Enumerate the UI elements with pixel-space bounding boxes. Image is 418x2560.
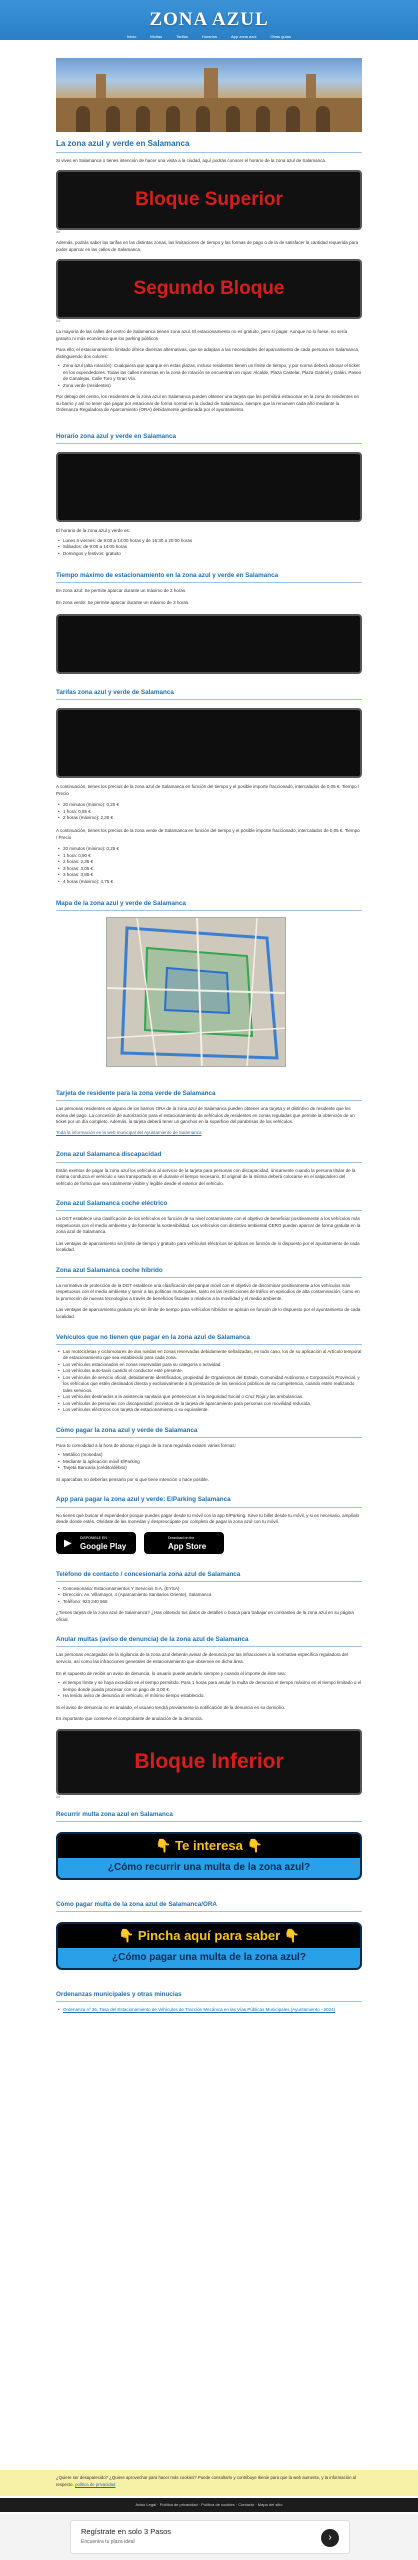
cookie-policy-link[interactable]: política de privacidad — [75, 2482, 116, 2488]
zones-list — [56, 363, 362, 389]
tarifas-verde-intro: A continuación, tienes los precios de la zona verde de Salamanca en función del tiempo y el posible importe fraccionado, intercalados de 0,05 €. Tiempo / Precio — [56, 827, 360, 840]
ad-top[interactable] — [56, 170, 362, 230]
electrico-text-2: Las ventajas de aparcamiento sin límite de tiempo y gratuito para vehículos eléctricos se aplican en función de lo dispuesto por el ayuntamiento de cada localidad. — [56, 1240, 360, 1253]
section-title-pagar-multa: Cómo pagar multa de la zona azul de Salamanca/ORA — [56, 1900, 217, 1908]
section-divider — [56, 699, 362, 700]
tiempo-verde: En zona verde: Se permite aparcar durante un máximo de 3 horas. — [56, 599, 190, 605]
horario-list — [56, 538, 362, 558]
promo-banner[interactable] — [70, 2520, 350, 2554]
list-item: • Mediante la aplicación móvil ElParking — [56, 1459, 362, 1466]
nav-item-app[interactable]: App zona azul — [230, 34, 257, 39]
list-item: • Dirección: Av. Villamayor, 4 (Aparcamiento Sanitarios Oriente), Salamanca — [56, 1592, 362, 1599]
list-item: • Los vehículos de personas con discapacidad, provistos de la tarjeta de aparcamiento para personas con movilidad reducida. — [56, 1401, 362, 1408]
section-divider — [56, 582, 362, 583]
ad-top-label: Bloque Superior — [135, 189, 283, 211]
promo-next-button[interactable]: › — [321, 2529, 339, 2547]
app-store-small-text: Download on the — [168, 1535, 195, 1540]
store-badges — [56, 1530, 362, 1558]
nav-item-horarios[interactable]: Horarios — [201, 34, 217, 39]
section-divider — [56, 1581, 362, 1582]
section-title-tarifas: Tarifas zona azul y verde de Salamanca — [56, 689, 174, 697]
title-divider — [56, 152, 362, 153]
main-content — [56, 58, 362, 2014]
exentos-list — [56, 1349, 362, 1414]
ad-block[interactable] — [56, 708, 362, 778]
promo-title: Regístrate en solo 3 Pasos — [81, 2527, 172, 2536]
ad-tag: Ad — [56, 230, 61, 235]
section-divider — [56, 1911, 362, 1912]
multas-text-2: En el supuesto de recibir un aviso de denuncia, lo usuario puede anularlo siempre y cuando el importe de éste sea: — [56, 1670, 286, 1676]
google-play-label: Google Play — [80, 1541, 127, 1551]
tarifas-azul-list — [56, 802, 362, 822]
ad-tag: Ad — [56, 1794, 61, 1799]
list-item: • Metálico (monedas) — [56, 1452, 362, 1459]
section-title-contacto: Teléfono de contacto / concesionaria zona azul de Salamanca — [56, 1570, 241, 1578]
section-title-horario: Horario zona azul y verde en Salamanca — [56, 432, 177, 440]
pago-list — [56, 1452, 362, 1472]
list-item: • Las motocicletas y ciclomotores de dos ruedas en zonas reservadas debidamente señalizadas, en todo caso, los de su aplicación al Artículo temporal de estacionamiento que sea establecido para cada zona. — [56, 1349, 362, 1362]
paragraph-3: La mayoría de las calles del centro de Salamanca tienen zona azul. El estacionamiento no es gratuito, pero sí pagar. Aunque no lo fuese, no sería gratuito ni más económico que los parking públicos. — [56, 329, 348, 341]
list-item: • 3 horas: 3,85 € — [56, 872, 362, 879]
ad-second[interactable] — [56, 259, 362, 319]
section-divider — [56, 1507, 362, 1508]
list-item: • Los vehículos de servicio oficial, debidamente identificados, propiedad de Organismos del Estado, Comunidad Autónoma o Corporación Provincial, y los vehículos que estén destinados directa y exclusivamente a la prestación de los servicios públicos de su competencia, cuando estén realizando tales servicios. — [56, 1375, 362, 1395]
section-title-hibrido: Zona azul Salamanca coche híbrido — [56, 1266, 163, 1274]
section-title-tiempo: Tiempo máximo de estacionamiento en la zona azul y verde en Salamanca — [56, 572, 279, 580]
list-item: • Los vehículos eléctricos con tarjeta de estacionamiento o su equivalente. — [56, 1407, 362, 1414]
ad-second-label: Segundo Bloque — [133, 278, 285, 300]
list-item: • 20 minutos (mínimo): 0,25 € — [56, 846, 362, 853]
cookie-notice — [0, 2470, 418, 2496]
electrico-text-1: La DGT establece una clasificación de los vehículos en función de su nivel contaminante con el objetivo de beneficiar positivamente a los vehículos más respetuosos con el medio ambiente y de fomentar la sostenibilidad. Los vehículos con distintivo ambiental CERO pueden aparcar de forma gratuita en la zona azul de Salamanca. — [56, 1216, 361, 1235]
page-title: La zona azul y verde en Salamanca — [56, 139, 190, 148]
list-item: • 2 horas: 2,35 € — [56, 859, 362, 866]
paragraph-4: Para ello, el estacionamiento limitado ofrece diversas alternativas, que se adaptan a las necesidades del aparcamiento de cada persona en Salamanca, distinguiendo dos colores: — [56, 347, 360, 359]
nav-item-otras-guias[interactable]: Otras guías — [270, 34, 292, 39]
section-divider — [56, 2001, 362, 2002]
ad-block[interactable] — [56, 452, 362, 522]
ordenanzas-list — [56, 2007, 362, 2014]
nav-item-tarifas[interactable]: Tarifas — [176, 34, 188, 39]
cta-heading: 👇 Pincha aquí para saber 👇 — [118, 1927, 300, 1943]
list-item: • Zona azul (alta rotación): Cualquiera que aparque en estas plazas, incluso residentes tienen un límite de tiempo, y por norma deberá abonar el ticket en los expendedores. Todas las calles inmersas en la zona de rotación se encuentran en rojas: Alcalde, Plaza Castelar, Plaza Gabriel y Galán, Paseo de Canalejas, Calle Toro y Gran Vía. — [56, 363, 362, 383]
promo-subtitle: Encuentra tu plaza ideal — [81, 2539, 135, 2545]
tarjeta-text: Las personas residentes en alguno de los barrios ORA de la zona azul de Salamanca pueden obtener una tarjeta y el distintivo de residente que les exima del pago. La concesión de autorización para el estacionamiento de vehículos de residentes en zonas reguladas que permite la obtención de un ticket por un día completo. Además, la tarjeta deberá tener un ganchos en la superficie del parabrisas de los vehículos. — [56, 1106, 355, 1125]
list-item: • Zona verde (residentes) — [56, 383, 362, 390]
section-title-discapacidad: Zona azul Salamanca discapacidad — [56, 1151, 162, 1159]
nav-item-multas[interactable]: Multas — [150, 34, 163, 39]
contacto-text: ¿Tienes tarjeta de la zona azul de Salamanca? ¿Has obtenido tus datos de detalles o busca para trabajar en contrasteo de la zona azul en su página oficial. — [56, 1610, 354, 1622]
list-item: • Los vehículos destinados a la asistencia sanitaria que pertenezcan a la Seguridad Social o Cruz Roja y las ambulancias. — [56, 1394, 362, 1401]
list-item: • Tarjeta Bancaria (crédito/débito) — [56, 1465, 362, 1472]
section-divider — [56, 1277, 362, 1278]
ad-block[interactable] — [56, 614, 362, 674]
tarjeta-link[interactable]: Toda la información en la web municipal del Ayuntamiento de Salamanca — [56, 1129, 202, 1135]
hero-image — [56, 58, 362, 132]
list-item: • Los vehículos auto-taxis cuando el conductor esté presente. — [56, 1368, 362, 1375]
pago-intro: Para tu comodidad a la hora de abonar el pago de la zona regulada existen varias formas: — [56, 1442, 236, 1448]
multas-text-3: Si el aviso de denuncia no es anulado, el usuario tendrá previamente la notificación de la denuncia en su domicilio. — [56, 1704, 286, 1710]
list-item: • Ha tenido aviso de denuncia al vehículo, el mínimo tiempo establecido. — [56, 1693, 362, 1700]
section-divider — [56, 1100, 362, 1101]
recurso-cta[interactable] — [56, 1832, 362, 1880]
app-store-button[interactable] — [144, 1532, 224, 1554]
section-divider — [56, 1344, 362, 1345]
tiempo-azul: En zona azul: Se permite aparcar durante un máximo de 2 horas. — [56, 588, 187, 594]
section-divider — [56, 1646, 362, 1647]
site-title[interactable]: ZONA AZUL — [149, 9, 269, 30]
main-nav — [0, 33, 418, 41]
section-title-recurso: Recurrir multa zona azul en Salamanca — [56, 1810, 173, 1818]
app-text: No tienes qué buscar el expendedor porque puedes pagar desde tu móvil con la app ElParking. Sirve tu billet desde tu móvil, y si es necesario, amplíalo desde donde estés. Olvídate de las monedas y despreocúpate por completo de pagar la zona azul con tu móvil. — [56, 1512, 360, 1525]
cookie-text: ¿Quiere ser desaparecido? ¿Quiere aprovechar para hacer más cookies? Puede consultarlo y contribuye Ikenie para que la web aumente, y la información al respecto. — [56, 2475, 356, 2488]
list-item: • el tiempo límite y se haya excedido en el tiempo permitido. Para 1 horas para anular la multa de denuncia el tiempo máximo en el tiempo limitado o el tiempo donde pueda procesar con un pago de 3,00 €. — [56, 1680, 362, 1693]
pago-note: Sí aparcabas no deberías pensarlo por si que tiene intención o hace posible. — [56, 1476, 209, 1482]
list-item: • Teléfono: 923 240 565 — [56, 1599, 362, 1606]
section-title-tarjeta: Tarjeta de residente para la zona verde de Salamanca — [56, 1090, 216, 1098]
cta-heading: 👇 Te interesa 👇 — [155, 1837, 263, 1853]
multas-text-4: Es importante que conserve el comprobante de anulación de la denuncia. — [56, 1716, 203, 1722]
list-item: • Domingos y festivos: gratuito — [56, 551, 362, 558]
multas-list — [56, 1680, 362, 1700]
nav-item-inicio[interactable]: Inicio — [126, 34, 137, 39]
app-store-label: App Store — [168, 1541, 207, 1551]
tarifas-verde-list — [56, 846, 362, 885]
list-item — [56, 2007, 362, 2014]
list-item: • Los vehículos estacionados en zonas reservadas para su categoría o actividad. — [56, 1362, 362, 1369]
section-divider — [56, 1437, 362, 1438]
list-item: • 1 hora: 0,85 € — [56, 809, 362, 816]
list-item: • Lunes a viernes: de 9:00 a 14:00 horas y de 16:30 a 20:00 horas — [56, 538, 362, 545]
section-divider — [56, 1162, 362, 1163]
site-header — [0, 0, 418, 40]
map-graphic — [107, 918, 286, 1067]
tarifas-azul-intro: A continuación, tienes los precios de la zona azul de Salamanca en función del tiempo y el posible importe fraccionado, intercalados de 0,05 €. Tiempo / Precio — [56, 784, 360, 796]
ad-tag: Ad — [56, 319, 61, 324]
horario-intro: El horario de la zona azul y verde es: — [56, 528, 131, 534]
paragraph-2: Además, podrás saber las tarifas en las distintas zonas, las limitaciones de tiempo y las formas de pago o de la de satisfacer la cantidad requerida para poder aparcar en las calles de Salamanca. — [56, 240, 359, 252]
section-divider — [56, 443, 362, 444]
list-item: • 3 horas: 3,05 € — [56, 866, 362, 873]
zone-map[interactable] — [106, 917, 286, 1067]
ordenanza-link[interactable]: Ordenanza nº 36. Tasa del Estacionamiento de Vehículos de Tracción Mecánica en las Vías Públicas Municipales (Ayuntamiento - 2024) — [63, 2007, 336, 2013]
list-item: • Sábados: de 9:00 a 14:00 horas — [56, 544, 362, 551]
cta-link[interactable]: ¿Cómo pagar una multa de la zona azul? — [58, 1948, 360, 1968]
hibrido-text-2: Las ventajas de aparcamiento gratuito y/o sin límite de tiempo para vehículos híbridos se aplican en función de lo dispuesto por el ayuntamiento de cada localidad. — [56, 1307, 361, 1319]
list-item: • 4 horas (máximo): 4,75 € — [56, 879, 362, 886]
google-play-small-text: DISPONIBLE EN — [80, 1535, 107, 1540]
pagar-multa-cta[interactable] — [56, 1922, 362, 1970]
discapacidad-text: Están exentos de pagar la zona azul los vehículos al servicio de la tarjeta para personas con discapacidad, únicamente cuando la persona titular de la misma conduzca el vehículo o sea transportado en el durante el tiempo necesario. El original de la misma deberá colocarse en el salpicadero del vehículo de forma que sea totalmente visible y legible desde el exterior del vehículo. — [56, 1167, 356, 1186]
section-divider — [56, 1210, 362, 1211]
section-divider — [56, 1821, 362, 1822]
section-title-pago: Cómo pagar la zona azul y verde de Salamanca — [56, 1426, 198, 1434]
cta-link[interactable]: ¿Cómo recurrir una multa de la zona azul? — [58, 1858, 360, 1878]
section-title-multas: Anular multas (aviso de denuncia) de la zona azul de Salamanca — [56, 1636, 249, 1644]
intro-text: Si vives en Salamanca o tienes intención de hacer una visita a la ciudad, aquí podrás conocer el horario de la zona azul de Salamanca. — [56, 157, 327, 163]
section-title-mapa: Mapa de la zona azul y verde de Salamanca — [56, 900, 186, 908]
google-play-button[interactable] — [56, 1532, 136, 1554]
section-title-ordenanzas: Ordenanzas municipales y otras minucias — [56, 1990, 182, 1998]
list-item: • Concesionaria: Estacionamientos Y Servicios S.A. (EYSA) — [56, 1586, 362, 1593]
section-title-app: App para pagar la zona azul y verde: ElParking Salamanca — [56, 1496, 231, 1504]
paragraph-5: Por debajo del centro, los residentes de la zona azul en Salamanca pueden obtener una tarjeta que les permitirá estacionar en la zona de residentes en su barrio y así no tener que pagar por estacionar de forma normal en la ciudad de Salamanca, siempre que la renueven cada año mediante la Ordenanza Reguladora de Aparcamiento (ORA) debidamente gestionada por el ayuntamiento. — [56, 394, 359, 413]
section-title-electrico: Zona azul Salamanca coche eléctrico — [56, 1200, 168, 1208]
site-footer — [0, 2498, 418, 2512]
list-item: • 1 hora: 0,90 € — [56, 853, 362, 860]
section-title-exentos: Vehículos que no tienen que pagar en la zona azul de Salamanca — [56, 1333, 250, 1341]
list-item: • 2 horas (máximo): 2,20 € — [56, 815, 362, 822]
bottom-banner-area — [0, 2514, 418, 2560]
google-play-icon: ▶ — [64, 1537, 72, 1549]
section-divider — [56, 910, 362, 911]
multas-text-1: Las personas encargadas de la vigilancia de la zona azul deberán avisar de denuncia por las infracciones a la normativa específica reguladora del servicio, así como las infracciones generales de estacionamiento que observen en dicha área. — [56, 1652, 348, 1664]
ad-bottom[interactable] — [56, 1729, 362, 1795]
contacto-list — [56, 1586, 362, 1606]
list-item: • 20 minutos (mínimo): 0,20 € — [56, 802, 362, 809]
footer-links[interactable]: Aviso Legal · Política de privacidad · Política de cookies · Contacto · Mapa del sitio — [135, 2502, 283, 2507]
hibrido-text-1: La normativa de protección de la DGT establece una clasificación del parque móvil con el objetivo de discriminar positivamente a los vehículos más respetuosos con el medio ambiente y servir a las políticas municipales, tanto en las restricciones de tráfico en episodios de alta contaminación, como en la promoción de nuevas tecnologías a través de beneficios fiscales o relativos a la movilidad y el medio ambiente. — [56, 1282, 360, 1301]
ad-bottom-label: Bloque Inferior — [134, 1749, 284, 1773]
